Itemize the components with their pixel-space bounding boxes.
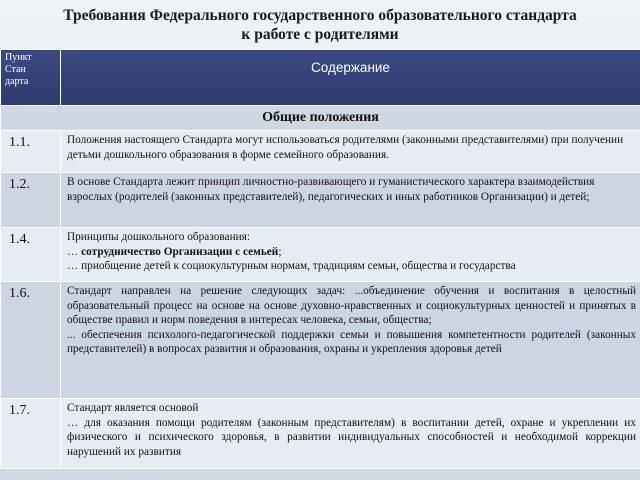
row-text: … для оказания помощи родителям (законным представителям) в воспитании детей, охране и укреплении их физического и психического здоровья, в развитии индивидуальных способностей и необходимой коррекции нарушений их развития: [67, 416, 636, 458]
row-text-suffix: ;: [278, 245, 282, 258]
row-content: [61, 131, 640, 173]
row-text: Стандарт направлен на решение следующих задач: ...объединение обучения и воспитания в целостный образовательный процесс на основе на основе духовно-нравственных и социокультурных ценностей и принятых в обществе правил и норм поведения в интересах человека, семьи, общества;: [67, 285, 636, 327]
header-item-column: [1, 50, 61, 106]
row-text-bold: сотрудничество Организации с семьей: [81, 245, 279, 258]
row-content: [61, 399, 640, 469]
table-row: [1, 173, 640, 228]
row-text: Положения настоящего Стандарта могут использоваться родителями (законными представителями) при получении детьми дошкольного образования в форме семейного образования.: [67, 134, 624, 161]
section-title: Общие положения: [1, 106, 640, 131]
row-text: Стандарт является основой: [67, 402, 199, 414]
row-number: 1.6.: [1, 282, 61, 399]
row-text-principle-2: … приобщение детей к социокультурным нормам, традициям семьи, общества и государства: [67, 260, 516, 273]
row-text-prefix: …: [67, 245, 82, 258]
row-content: [61, 228, 640, 282]
header-item-line-2: Стан: [5, 64, 26, 75]
table-row: [1, 228, 640, 282]
slide-title: [0, 6, 640, 44]
title-line-1: Требования Федерального государственного образовательного стандарта: [63, 7, 577, 24]
row-text-principle-1: [67, 245, 636, 260]
header-item-line-3: дарта: [5, 76, 29, 87]
row-number: 1.2.: [1, 173, 61, 228]
standards-table: [0, 49, 640, 469]
title-line-2: к работе с родителями: [241, 26, 399, 43]
row-content: [61, 173, 640, 228]
row-number: 1.7.: [1, 399, 61, 469]
row-text: В основе Стандарта лежит принцип личностно-развивающего и гуманистического характера взаимодействия взрослых (родителей (законных представителей), педагогических и иных работников Организации) и детей;: [67, 176, 595, 203]
row-content: [61, 282, 640, 399]
row-number: 1.1.: [1, 131, 61, 173]
table-header-row: [1, 50, 640, 106]
row-number: 1.4.: [1, 228, 61, 282]
header-content-column: Содержание: [61, 50, 640, 106]
table-row: [1, 399, 640, 469]
table-row: [1, 282, 640, 399]
section-row: [1, 106, 640, 131]
header-item-line-1: Пункт: [5, 52, 32, 63]
row-text: ... обеспечения психолого-педагогической поддержки семьи и повышения компетентности родителей (законных представителей) в вопросах развития и образования, охраны и укрепления здоровья детей: [67, 328, 636, 356]
row-text: Принципы дошкольного образования:: [67, 231, 250, 243]
table-row: [1, 131, 640, 173]
